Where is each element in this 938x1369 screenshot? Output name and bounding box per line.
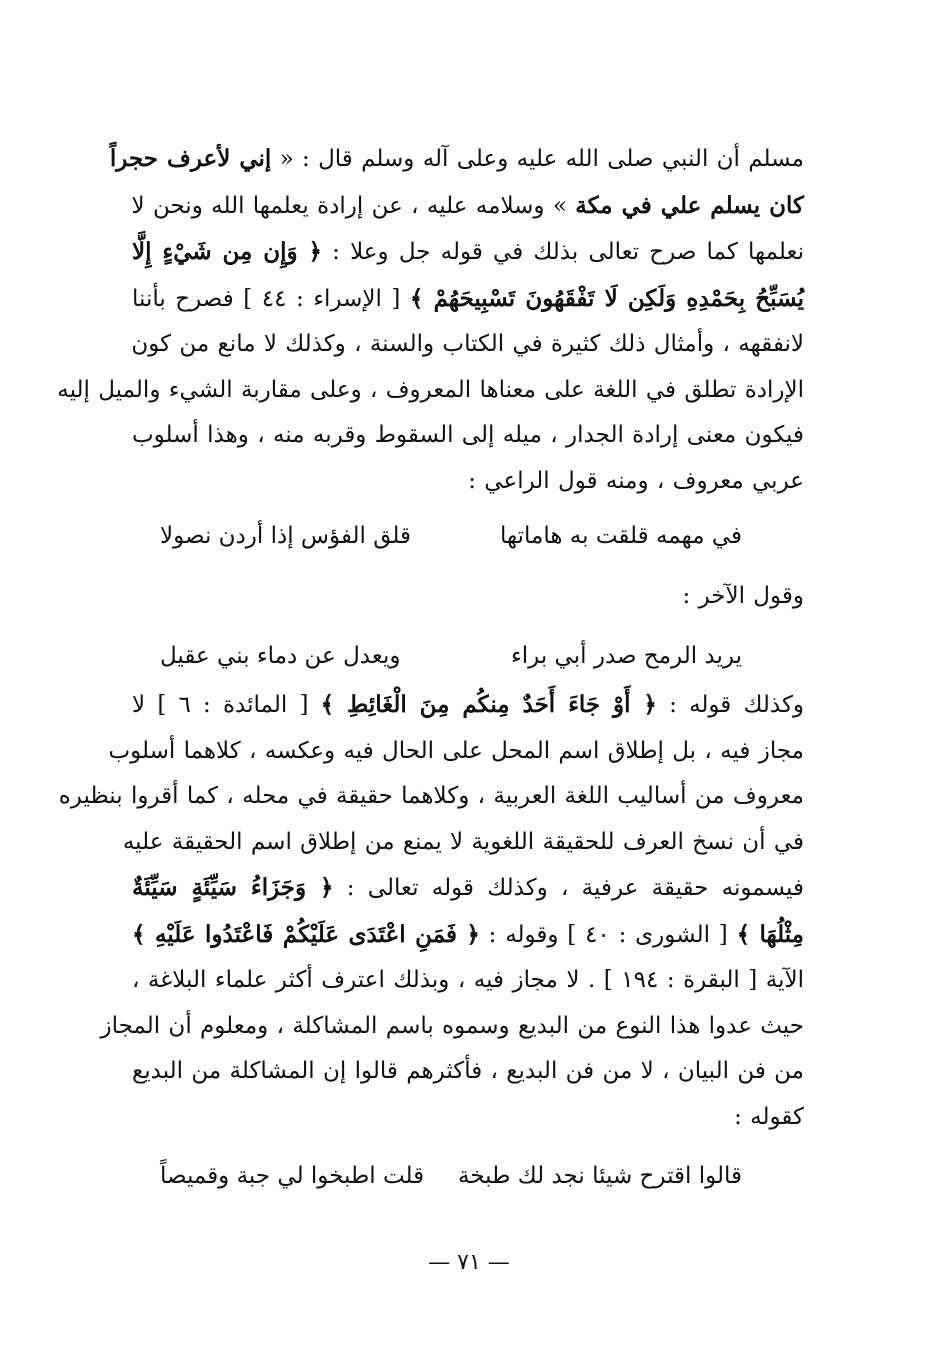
text-line	[108, 729, 804, 775]
poetry-verse	[160, 636, 742, 676]
text-span: فيسمونه حقيقة عرفية ، وكذلك قوله تعالى :	[333, 875, 804, 901]
text-span: مجاز فيه ، بل إطلاق اسم المحل على الحال فيه وعكسه ، كلاهما أسلوب	[108, 737, 804, 764]
quran-verse: يُسَبِّحُ بِحَمْدِهِ وَلَكِن لَا تَفْقَهُونَ تَسْبِيحَهُمْ ﴾	[409, 284, 805, 312]
page-number: — ٧١ —	[428, 1250, 510, 1275]
paragraph-another-poet	[132, 574, 804, 620]
verse-first-hemistich: قالوا اقترح شيئا نجد لك طبخة	[458, 1163, 742, 1189]
text-span: في أن نسخ العرف للحقيقة اللغوية لا يمنع من إطلاق اسم الحقيقة عليه	[122, 828, 804, 855]
hadith-quote: كان يسلم علي في مكة	[575, 191, 804, 219]
text-line	[132, 183, 804, 230]
text-line	[122, 820, 804, 866]
verse-second-hemistich: قلق الفؤس إذا أردن نصولا	[160, 523, 412, 549]
quran-verse: مِثْلُهَا ﴾	[736, 920, 805, 948]
text-span: [ الإسراء : ٤٤ ] فصرح بأننا	[132, 285, 410, 312]
text-span: مسلم أن النبي صلى الله عليه وعلى آله وسلم قال : «	[271, 146, 804, 172]
text-line	[132, 912, 804, 959]
text-line	[57, 368, 804, 414]
hadith-quote: إني لأعرف حجراً	[109, 145, 272, 172]
text-line	[58, 774, 804, 820]
text-span: عربي معروف ، ومنه قول الراعي :	[468, 467, 804, 494]
quran-verse: ﴿ وَجَزَاءُ سَيِّئَةٍ سَيِّئَةٌ	[132, 874, 334, 901]
text-line	[132, 1095, 804, 1141]
text-span: حيث عدوا هذا النوع من البديع وسموه باسم المشاكلة ، ومعلوم أن المجاز	[100, 1012, 804, 1039]
paragraph-hadith-tasbih	[57, 136, 805, 504]
verse-second-hemistich: ويعدل عن دماء بني عقيل	[160, 643, 401, 669]
text-span: فيكون معنى إرادة الجدار ، ميله إلى السقوط وقربه منه ، وهذا أسلوب	[132, 422, 804, 448]
text-line	[132, 574, 804, 620]
text-line	[132, 958, 804, 1004]
text-line	[132, 459, 804, 505]
poetry-verse	[160, 1156, 742, 1196]
text-span: وقول الآخر :	[682, 583, 804, 609]
text-line	[132, 1049, 804, 1095]
text-line	[109, 136, 804, 183]
text-span: معروف من أساليب اللغة العربية ، وكلاهما حقيقة في محله ، كما أقروا بنظيره	[58, 783, 804, 809]
text-span: وكذلك قوله :	[656, 692, 805, 718]
text-span: من فن البيان ، لا من فن البديع ، فأكثرهم قالوا إن المشاكلة من البديع	[132, 1058, 804, 1084]
text-line	[100, 1004, 804, 1050]
text-span: » وسلامه عليه ، عن إرادة يعلمها الله ونحن لا	[131, 192, 576, 219]
text-line	[132, 322, 804, 368]
verse-second-hemistich: قلت اطبخوا لي جبة وقميصاً	[160, 1163, 425, 1189]
text-span: لانفقهه ، وأمثال ذلك كثيرة في الكتاب والسنة ، وكذلك لا مانع من كون	[131, 331, 804, 357]
quran-verse: ﴿ وَإِن مِن شَيْءٍ إِلَّا	[132, 238, 322, 265]
paragraph-mushakala	[58, 682, 805, 1140]
text-span: الآية [ البقرة : ١٩٤ ] . لا مجاز فيه ، وبذلك اعترف أكثر علماء البلاغة ،	[132, 967, 805, 993]
verse-first-hemistich: في مهمه قلقت به هاماتها	[500, 523, 742, 549]
text-span: الإرادة تطلق في اللغة على معناها المعروف ، وعلى مقاربة الشيء والميل إليه	[57, 376, 804, 403]
text-span: كقوله :	[734, 1103, 804, 1130]
text-span: [ الشورى : ٤٠ ] وقوله :	[479, 921, 737, 948]
text-line	[132, 682, 804, 729]
text-line	[132, 276, 804, 323]
text-line	[132, 413, 804, 459]
text-span: [ المائدة : ٦ ] لا	[132, 692, 321, 718]
quran-verse: ﴿ فَمَنِ اعْتَدَى عَلَيْكُمْ فَاعْتَدُوا عَلَيْهِ ﴾	[132, 920, 480, 948]
poetry-verse	[160, 516, 742, 556]
quran-verse: ﴿ أَوْ جَاءَ أَحَدٌ مِنكُم مِنَ الْغَائِطِ ﴾	[320, 691, 657, 718]
verse-first-hemistich: يريد الرمح صدر أبي براء	[510, 643, 742, 669]
text-span: نعلمها كما صرح تعالى بذلك في قوله جل وعلا :	[321, 239, 804, 265]
text-line	[132, 865, 804, 912]
text-line	[132, 229, 804, 276]
